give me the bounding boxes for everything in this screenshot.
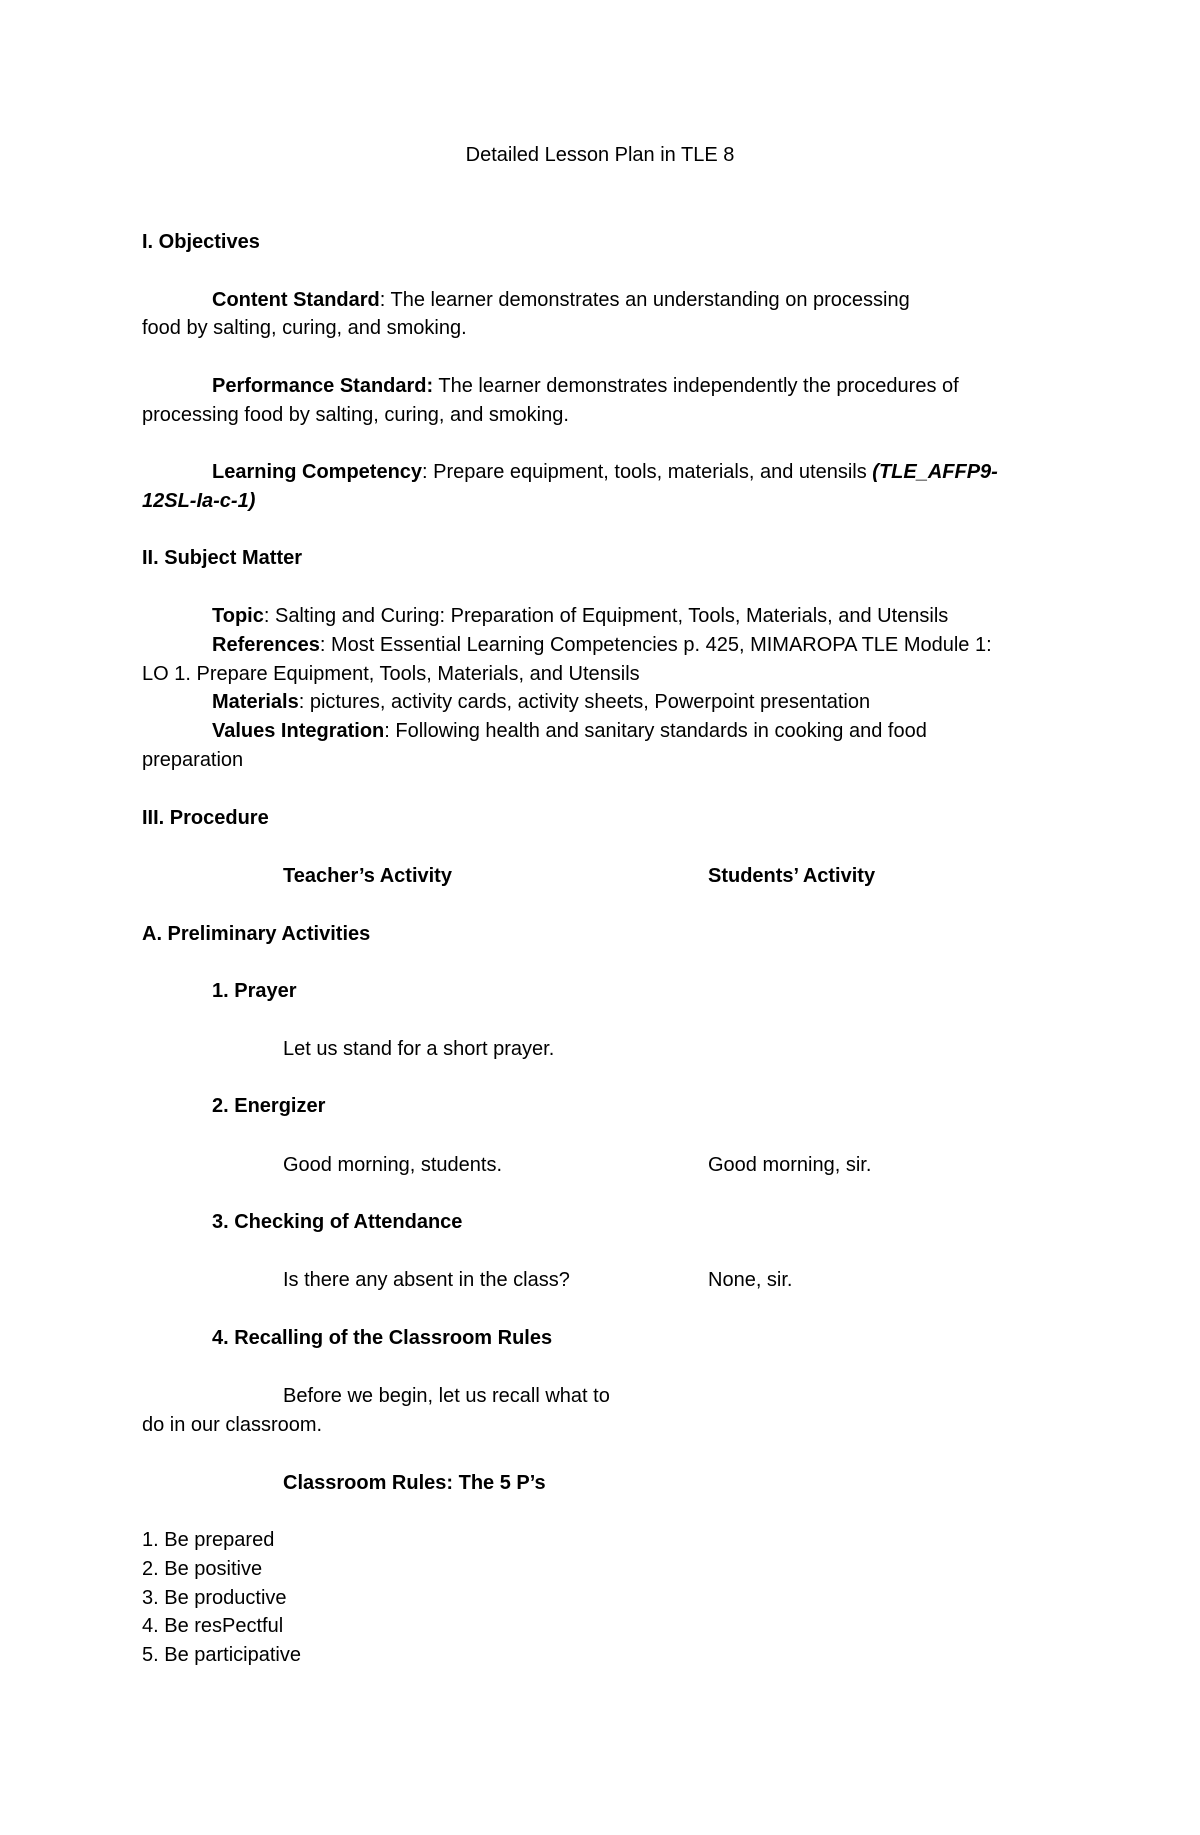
performance-standard-line2: processing food by salting, curing, and smoking. bbox=[142, 404, 569, 426]
energizer-heading: 2. Energizer bbox=[212, 1095, 326, 1117]
performance-standard-text: The learner demonstrates independently the procedures of bbox=[433, 375, 959, 397]
materials-text: : pictures, activity cards, activity sheets, Powerpoint presentation bbox=[298, 691, 871, 713]
values-integration-label: Values Integration bbox=[212, 720, 385, 742]
content-standard-line1 bbox=[212, 288, 910, 312]
competency-code-part1: (TLE_AFFP9- bbox=[872, 461, 998, 483]
values-integration-line2: preparation bbox=[142, 749, 244, 771]
values-integration-text: : Following health and sanitary standards in cooking and food bbox=[384, 720, 927, 742]
objectives-heading: I. Objectives bbox=[142, 231, 260, 253]
content-standard-text: : The learner demonstrates an understanding on processing bbox=[379, 289, 910, 311]
competency-code-part2: 12SL-Ia-c-1) bbox=[142, 490, 256, 512]
document-title: Detailed Lesson Plan in TLE 8 bbox=[465, 144, 735, 166]
classroom-rules-recall-heading: 4. Recalling of the Classroom Rules bbox=[212, 1327, 553, 1349]
rule-item: 4. Be resPectful bbox=[142, 1615, 284, 1637]
attendance-teacher-line: Is there any absent in the class? bbox=[283, 1269, 570, 1291]
prayer-teacher-line: Let us stand for a short prayer. bbox=[283, 1038, 555, 1060]
values-integration-line1 bbox=[212, 719, 927, 743]
preliminary-activities-heading: A. Preliminary Activities bbox=[142, 923, 371, 945]
subject-matter-heading: II. Subject Matter bbox=[142, 547, 303, 569]
energizer-students-line: Good morning, sir. bbox=[708, 1154, 872, 1176]
rules-teacher-line2: do in our classroom. bbox=[142, 1414, 323, 1436]
rule-item: 2. Be positive bbox=[142, 1558, 263, 1580]
classroom-rules-title: Classroom Rules: The 5 P’s bbox=[283, 1472, 546, 1494]
performance-standard-label: Performance Standard: bbox=[212, 375, 434, 397]
rule-item: 5. Be participative bbox=[142, 1644, 301, 1666]
materials-label: Materials bbox=[212, 691, 299, 713]
references-label: References bbox=[212, 634, 320, 656]
content-standard-line2: food by salting, curing, and smoking. bbox=[142, 317, 467, 339]
materials-line bbox=[212, 690, 870, 714]
learning-competency-label: Learning Competency bbox=[212, 461, 423, 483]
content-standard-label: Content Standard bbox=[212, 289, 380, 311]
rules-teacher-line1: Before we begin, let us recall what to bbox=[283, 1385, 610, 1407]
learning-competency-line1 bbox=[212, 460, 998, 484]
references-line1 bbox=[212, 633, 992, 657]
topic-line bbox=[212, 604, 948, 628]
procedure-heading: III. Procedure bbox=[142, 807, 269, 829]
energizer-teacher-line: Good morning, students. bbox=[283, 1154, 503, 1176]
learning-competency-text: : Prepare equipment, tools, materials, and utensils bbox=[422, 461, 873, 483]
topic-text: : Salting and Curing: Preparation of Equipment, Tools, Materials, and Utensils bbox=[263, 605, 949, 627]
performance-standard-line1 bbox=[212, 374, 959, 398]
teacher-activity-header: Teacher’s Activity bbox=[283, 865, 452, 887]
references-text: : Most Essential Learning Competencies p. 425, MIMAROPA TLE Module 1: bbox=[319, 634, 992, 656]
prayer-heading: 1. Prayer bbox=[212, 980, 297, 1002]
rule-item: 3. Be productive bbox=[142, 1587, 287, 1609]
attendance-heading: 3. Checking of Attendance bbox=[212, 1211, 463, 1233]
rule-item: 1. Be prepared bbox=[142, 1529, 275, 1551]
topic-label: Topic bbox=[212, 605, 264, 627]
references-line2: LO 1. Prepare Equipment, Tools, Materials, and Utensils bbox=[142, 663, 640, 685]
attendance-students-line: None, sir. bbox=[708, 1269, 793, 1291]
students-activity-header: Students’ Activity bbox=[708, 865, 876, 887]
